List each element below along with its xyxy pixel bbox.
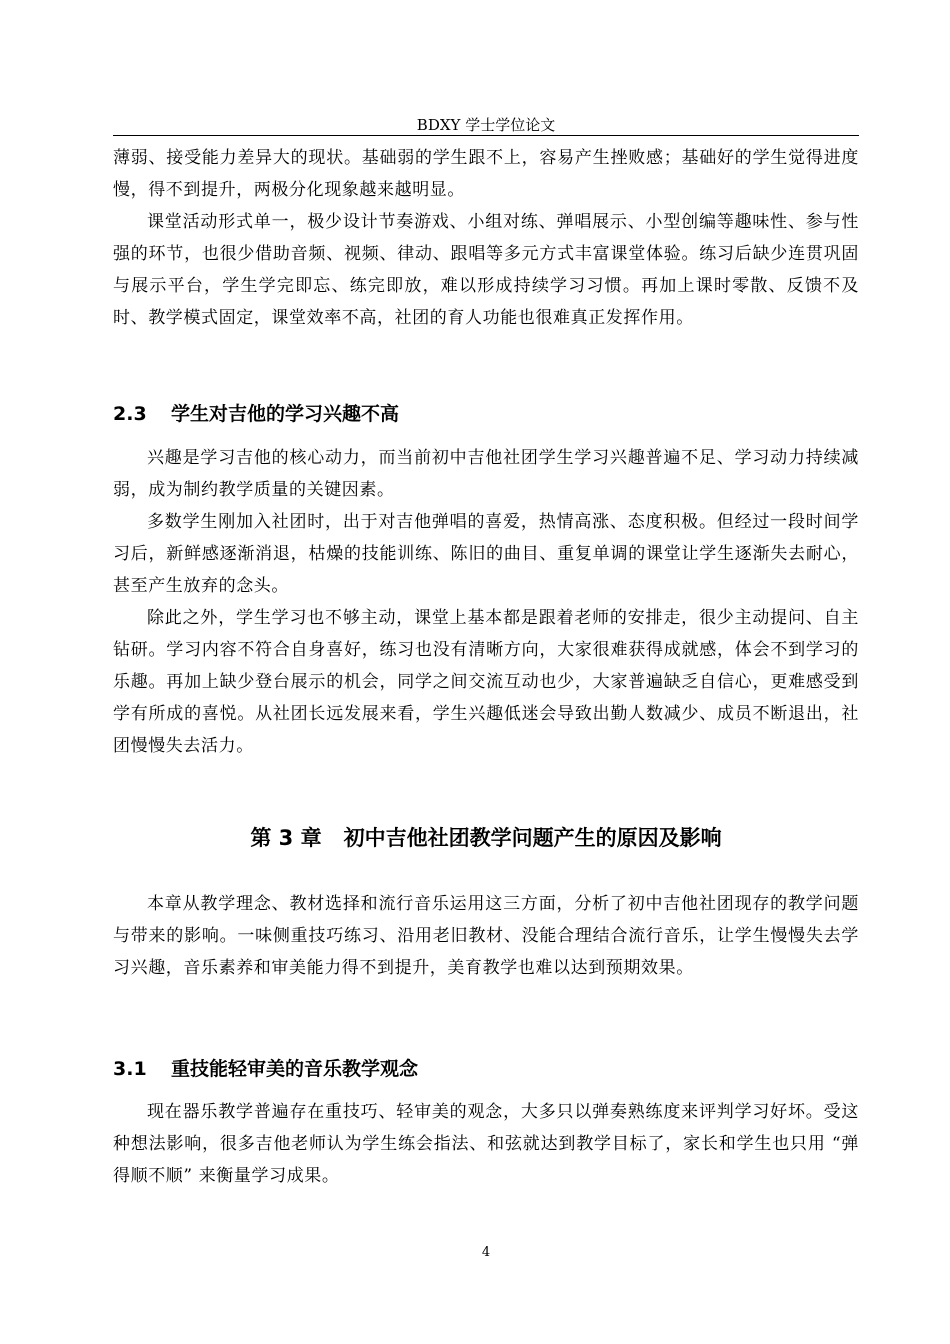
chapter-intro-paragraph: 本章从教学理念、教材选择和流行音乐运用这三方面，分析了初中吉他社团现存的教学问题与带来的影响。一味侧重技巧练习、沿用老旧教材、没能合理结合流行音乐，让学生慢慢失去学习兴趣，音乐素养和审美能力得不到提升，美育教学也难以达到预期效果。 (113, 894, 859, 978)
chapter-heading (113, 823, 859, 853)
body-paragraph: 课堂活动形式单一，极少设计节奏游戏、小组对练、弹唱展示、小型创编等趣味性、参与性强的环节，也很少借助音频、视频、律动、跟唱等多元方式丰富课堂体验。练习后缺少连贯巩固与展示平台，学生学完即忘、练完即放，难以形成持续学习习惯。再加上课时零散、反馈不及时、教学模式固定，课堂效率不高，社团的育人功能也很难真正发挥作用。 (113, 212, 859, 328)
section-title: 重技能轻审美的音乐教学观念 (171, 1058, 419, 1080)
body-paragraph: 除此之外，学生学习也不够主动，课堂上基本都是跟着老师的安排走，很少主动提问、自主钻研。学习内容不符合自身喜好，练习也没有清晰方向，大家很难获得成就感，体会不到学习的乐趣。再加上缺少登台展示的机会，同学之间交流互动也少，大家普遍缺乏自信心，更难感受到学有所成的喜悦。从社团长远发展来看，学生兴趣低迷会导致出勤人数减少、成员不断退出，社团慢慢失去活力。 (113, 608, 859, 756)
header-rule (113, 135, 859, 136)
chapter-title: 初中吉他社团教学问题产生的原因及影响 (343, 826, 722, 850)
body-paragraph: 多数学生刚加入社团时，出于对吉他弹唱的喜爱，热情高涨、态度积极。但经过一段时间学习后，新鲜感逐渐消退，枯燥的技能训练、陈旧的曲目、重复单调的课堂让学生逐渐失去耐心，甚至产生放弃的念头。 (113, 512, 859, 596)
section-heading-3-1 (113, 1056, 418, 1082)
chapter-label: 第 3 章 (250, 826, 322, 850)
body-paragraph: 现在器乐教学普遍存在重技巧、轻审美的观念，大多只以弹奏熟练度来评判学习好坏。受这种想法影响，很多吉他老师认为学生练会指法、和弦就达到教学目标了，家长和学生也只用 “弹得顺不顺” 来衡量学习成果。 (113, 1102, 859, 1186)
body-paragraph: 兴趣是学习吉他的核心动力，而当前初中吉他社团学生学习兴趣普遍不足、学习动力持续减弱，成为制约教学质量的关键因素。 (113, 448, 859, 500)
section-title: 学生对吉他的学习兴趣不高 (171, 403, 400, 425)
section-number: 2.3 (113, 403, 147, 425)
section-number: 3.1 (113, 1058, 147, 1080)
running-header: BDXY 学士学位论文 (416, 116, 556, 134)
page-number: 4 (481, 1245, 491, 1260)
body-paragraph: 薄弱、接受能力差异大的现状。基础弱的学生跟不上，容易产生挫败感；基础好的学生觉得进度慢，得不到提升，两极分化现象越来越明显。 (113, 148, 859, 200)
section-heading-2-3 (113, 401, 399, 427)
